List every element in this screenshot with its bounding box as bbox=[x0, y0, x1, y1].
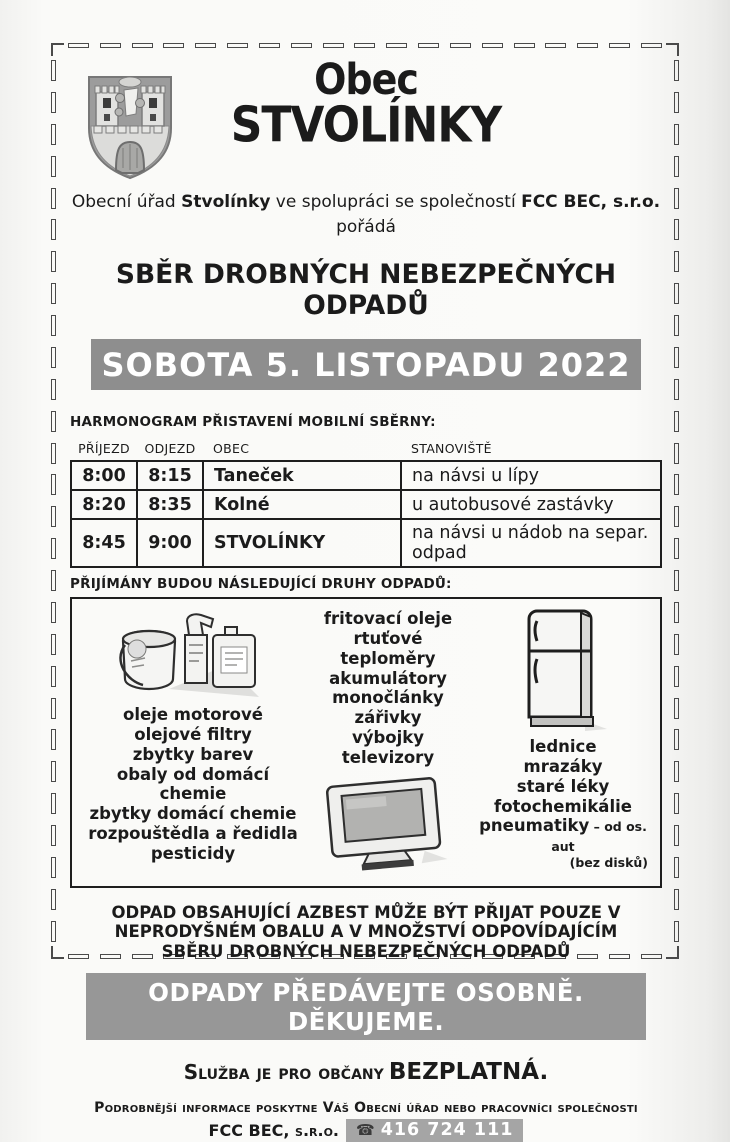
page-title: SBĚR DROBNÝCH NEBEZPEČNÝCH ODPADŮ bbox=[115, 259, 617, 322]
waste-list-1 bbox=[82, 705, 304, 863]
stop-location: u autobusové zastávky bbox=[401, 490, 661, 519]
arrival-time: 8:45 bbox=[71, 519, 137, 567]
village-name: Kolné bbox=[203, 490, 401, 519]
intro-company: FCC BEC, s.r.o. bbox=[521, 192, 661, 212]
footer-contact bbox=[70, 1119, 662, 1142]
waste-item: monočlánky bbox=[332, 688, 444, 708]
flyer-footer bbox=[70, 1100, 662, 1142]
frame-edge-right bbox=[674, 60, 679, 942]
org-name: STVOLÍNKY bbox=[230, 96, 502, 154]
arrival-time: 8:00 bbox=[71, 461, 137, 490]
frame-edge-left bbox=[51, 60, 56, 942]
waste-item: akumulátory bbox=[329, 668, 447, 688]
pneu-note2: (bez disků) bbox=[569, 855, 648, 871]
crt-monitor-illustration-icon bbox=[304, 772, 472, 876]
pneu-item: pneumatiky bbox=[479, 816, 590, 836]
waste-item: fritovací oleje bbox=[323, 609, 453, 629]
free-service-line bbox=[70, 1059, 662, 1085]
footer-info: Podrobnější informace poskytne Váš Obecní úřad nebo pracovníci společnosti bbox=[94, 1100, 638, 1117]
departure-time: 9:00 bbox=[137, 519, 203, 567]
waste-item: mrazáky bbox=[523, 757, 603, 777]
waste-item: fotochemikálie bbox=[494, 796, 632, 816]
waste-column-1 bbox=[82, 605, 304, 875]
intro-line2: pořádá bbox=[336, 216, 396, 237]
schedule-table bbox=[70, 439, 662, 568]
intro-pre: Obecní úřad bbox=[71, 192, 182, 212]
village-name: Taneček bbox=[203, 461, 401, 490]
waste-item: televizory bbox=[341, 747, 435, 767]
table-row bbox=[71, 461, 661, 490]
col-arrival: PŘÍJEZD bbox=[78, 441, 130, 457]
col-departure: ODJEZD bbox=[144, 441, 196, 457]
waste-column-3 bbox=[472, 605, 654, 875]
waste-item: pesticidy bbox=[150, 843, 236, 863]
phone-number: 416 724 111 bbox=[380, 1120, 514, 1141]
waste-item: oleje motorové bbox=[123, 705, 263, 725]
intro-mid: ve spolupráci se společností bbox=[270, 192, 522, 212]
waste-heading: PŘIJÍMÁNY BUDOU NÁSLEDUJÍCÍ DRUHY ODPADŮ: bbox=[70, 576, 452, 593]
phone-icon: ☎ bbox=[356, 1121, 375, 1140]
frame-edge-top bbox=[68, 43, 662, 48]
free-service-emphasis: BEZPLATNÁ. bbox=[388, 1059, 549, 1086]
paint-cans-illustration-icon bbox=[82, 605, 304, 705]
phone-badge bbox=[346, 1119, 523, 1142]
arrival-time: 8:20 bbox=[71, 490, 137, 519]
flyer-header bbox=[70, 54, 662, 176]
intro-municipality: Stvolínky bbox=[181, 192, 271, 212]
date-banner: SOBOTA 5. LISTOPADU 2022 bbox=[91, 339, 641, 390]
intro-text bbox=[70, 190, 662, 239]
schedule-header-row bbox=[71, 439, 661, 461]
azbest-notice: ODPAD OBSAHUJÍCÍ AZBEST MŮŽE BÝT PŘIJAT POUZE V NEPRODYŠNÉM OBALU A V MNOŽSTVÍ ODPOVÍDAJÍCÍM SBĚRU DROBNÝCH NEBEZPEČNÝCH ODPADŮ bbox=[111, 902, 621, 961]
free-service-lead: Služba je pro občany bbox=[183, 1060, 384, 1085]
waste-item: výbojky bbox=[351, 728, 425, 748]
waste-list-3 bbox=[472, 737, 654, 870]
frame-corner bbox=[666, 43, 679, 56]
col-stop: STANOVIŠTĚ bbox=[411, 441, 492, 457]
waste-item: staré léky bbox=[516, 776, 610, 796]
stop-location: na návsi u lípy bbox=[401, 461, 661, 490]
table-row bbox=[71, 519, 661, 567]
waste-item bbox=[472, 816, 654, 856]
refrigerator-illustration-icon bbox=[472, 605, 654, 737]
waste-item: rozpouštědla a ředidla bbox=[88, 824, 298, 844]
frame-corner bbox=[51, 946, 64, 959]
table-row bbox=[71, 490, 661, 519]
frame-corner bbox=[51, 43, 64, 56]
schedule-heading: HARMONOGRAM PŘISTAVENÍ MOBILNÍ SBĚRNY: bbox=[70, 414, 436, 431]
org-label: Obec bbox=[314, 54, 418, 104]
waste-list-2 bbox=[304, 609, 472, 767]
departure-time: 8:35 bbox=[137, 490, 203, 519]
footer-company: FCC BEC, s.r.o. bbox=[208, 1121, 339, 1141]
waste-item: zářivky bbox=[354, 708, 422, 728]
flyer-content bbox=[70, 54, 662, 1142]
waste-types-box bbox=[70, 597, 662, 887]
waste-item: olejové filtry bbox=[134, 725, 252, 745]
stop-location: na návsi u nádob na separ. odpad bbox=[401, 519, 661, 567]
waste-item: obaly od domácí chemie bbox=[116, 764, 270, 804]
village-name: STVOLÍNKY bbox=[203, 519, 401, 567]
waste-column-2 bbox=[304, 605, 472, 875]
waste-item: zbytky domácí chemie bbox=[89, 804, 297, 824]
departure-time: 8:15 bbox=[137, 461, 203, 490]
waste-item: zbytky barev bbox=[132, 744, 254, 764]
frame-corner bbox=[666, 946, 679, 959]
waste-item: rtuťové teploměry bbox=[340, 629, 436, 668]
col-village: OBEC bbox=[213, 441, 250, 457]
pneu-note: – od os. aut bbox=[551, 819, 647, 855]
waste-item: lednice bbox=[529, 737, 597, 757]
handover-banner: ODPADY PŘEDÁVEJTE OSOBNĚ. DĚKUJEME. bbox=[86, 973, 646, 1040]
